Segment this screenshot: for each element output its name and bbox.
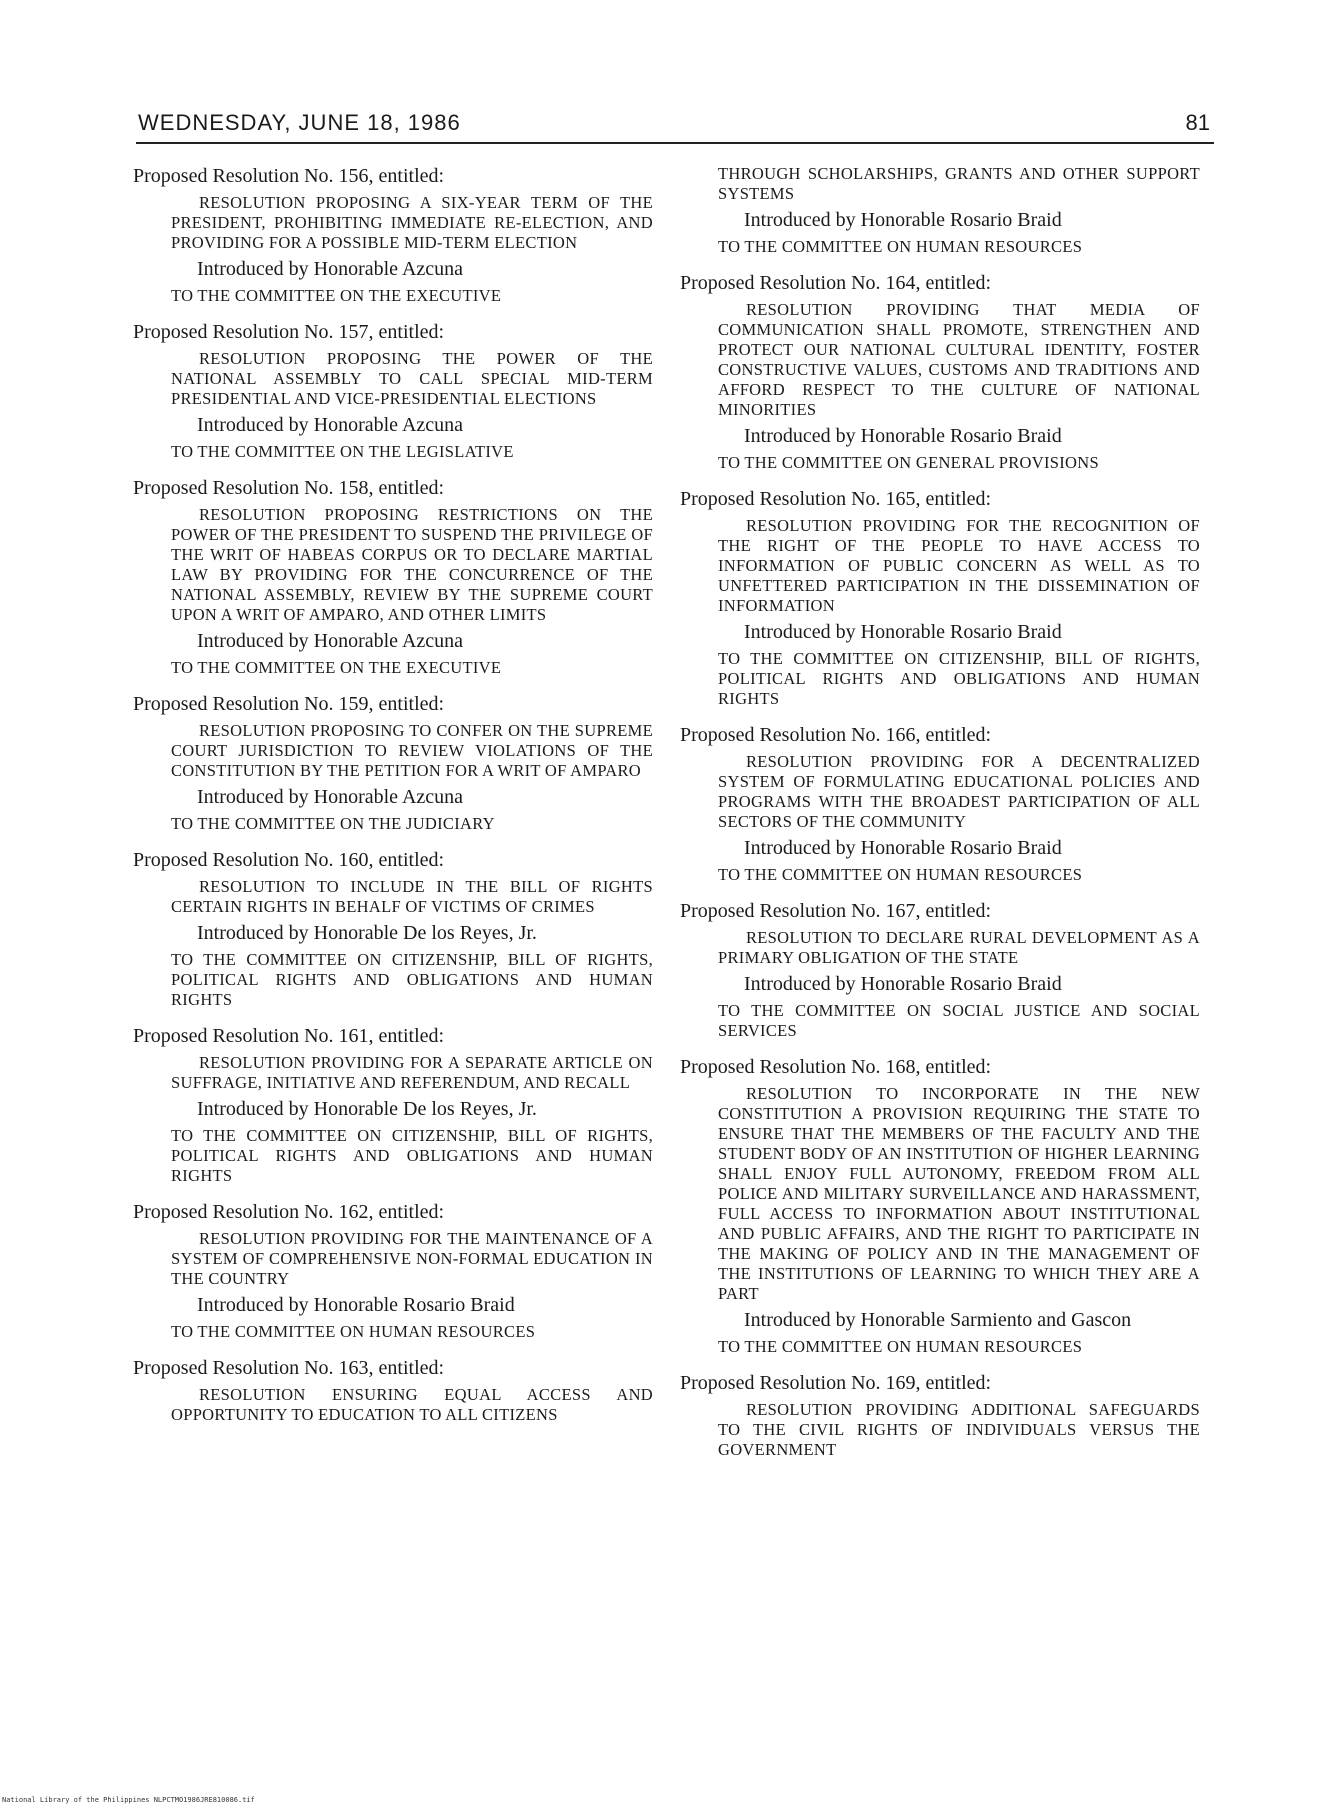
resolution-title: Proposed Resolution No. 160, entitled: bbox=[133, 849, 445, 871]
resolution-entry bbox=[680, 487, 1200, 709]
resolution-title: Proposed Resolution No. 168, entitled: bbox=[680, 1056, 992, 1078]
resolution-body: RESOLUTION PROPOSING THE POWER OF THE NATIONAL ASSEMBLY TO CALL SPECIAL MID-TERM PRESIDENTIAL AND VICE-PRESIDENTIAL ELECTIONS bbox=[171, 349, 653, 408]
resolution-title: Proposed Resolution No. 156, entitled: bbox=[133, 165, 445, 187]
resolution-entry bbox=[680, 1371, 1200, 1460]
resolution-entry bbox=[680, 723, 1200, 885]
resolution-title: Proposed Resolution No. 157, entitled: bbox=[133, 321, 445, 343]
introduced-by: Introduced by Honorable Azcuna bbox=[197, 630, 464, 652]
committee-referral: TO THE COMMITTEE ON HUMAN RESOURCES bbox=[718, 1337, 1083, 1356]
resolution-title: Proposed Resolution No. 159, entitled: bbox=[133, 693, 445, 715]
continued-body: THROUGH SCHOLARSHIPS, GRANTS AND OTHER SUPPORT SYSTEMS bbox=[718, 164, 1200, 203]
introduced-by: Introduced by Honorable De los Reyes, Jr. bbox=[197, 922, 537, 944]
resolution-entry bbox=[133, 1356, 653, 1425]
resolution-body: RESOLUTION PROPOSING A SIX-YEAR TERM OF THE PRESIDENT, PROHIBITING IMMEDIATE RE-ELECTION, AND PROVIDING FOR A POSSIBLE MID-TERM ELECTION bbox=[171, 193, 653, 252]
committee-referral: TO THE COMMITTEE ON THE LEGISLATIVE bbox=[171, 442, 514, 461]
committee-referral: TO THE COMMITTEE ON CITIZENSHIP, BILL OF RIGHTS, POLITICAL RIGHTS AND OBLIGATIONS AND HUMAN RIGHTS bbox=[718, 649, 1200, 708]
resolution-title: Proposed Resolution No. 158, entitled: bbox=[133, 477, 445, 499]
introduced-by: Introduced by Honorable Rosario Braid bbox=[744, 973, 1062, 995]
resolution-body: RESOLUTION PROVIDING ADDITIONAL SAFEGUARDS TO THE CIVIL RIGHTS OF INDIVIDUALS VERSUS THE GOVERNMENT bbox=[718, 1400, 1200, 1459]
resolution-entry bbox=[680, 1055, 1200, 1357]
resolution-title: Proposed Resolution No. 167, entitled: bbox=[680, 900, 992, 922]
resolution-entry bbox=[133, 1024, 653, 1186]
resolution-title: Proposed Resolution No. 164, entitled: bbox=[680, 272, 992, 294]
committee-referral: TO THE COMMITTEE ON HUMAN RESOURCES bbox=[171, 1322, 536, 1341]
introduced-by: Introduced by Honorable Azcuna bbox=[197, 414, 464, 436]
committee-referral: TO THE COMMITTEE ON THE JUDICIARY bbox=[171, 814, 495, 833]
resolution-title: Proposed Resolution No. 169, entitled: bbox=[680, 1372, 992, 1394]
committee-referral: TO THE COMMITTEE ON SOCIAL JUSTICE AND SOCIAL SERVICES bbox=[718, 1001, 1200, 1040]
resolution-body: RESOLUTION PROVIDING FOR A DECENTRALIZED SYSTEM OF FORMULATING EDUCATIONAL POLICIES AND PROGRAMS WITH THE BROADEST PARTICIPATION OF ALL SECTORS OF THE COMMUNITY bbox=[718, 752, 1200, 831]
resolution-title: Proposed Resolution No. 166, entitled: bbox=[680, 724, 992, 746]
introduced-by: Introduced by Honorable Rosario Braid bbox=[744, 837, 1062, 859]
resolution-entry bbox=[680, 271, 1200, 473]
resolution-title: Proposed Resolution No. 165, entitled: bbox=[680, 488, 992, 510]
resolution-title: Proposed Resolution No. 163, entitled: bbox=[133, 1357, 445, 1379]
resolution-body: RESOLUTION TO INCLUDE IN THE BILL OF RIGHTS CERTAIN RIGHTS IN BEHALF OF VICTIMS OF CRIMES bbox=[171, 877, 653, 916]
header-date: WEDNESDAY, JUNE 18, 1986 bbox=[138, 110, 461, 135]
introduced-by: Introduced by Honorable Rosario Braid bbox=[744, 425, 1062, 447]
left-column bbox=[133, 164, 653, 1439]
committee-referral: TO THE COMMITTEE ON THE EXECUTIVE bbox=[171, 286, 502, 305]
resolution-body: RESOLUTION TO INCORPORATE IN THE NEW CONSTITUTION A PROVISION REQUIRING THE STATE TO ENSURE THAT THE MEMBERS OF THE FACULTY AND THE STUDENT BODY OF AN INSTITUTION OF HIGHER LEARNING SHALL ENJOY FULL AUTONOMY, FREEDOM FROM ALL POLICE AND MILITARY SURVEILLANCE AND HARASSMENT, FULL ACCESS TO INFORMATION ABOUT INSTITUTIONAL AND PUBLIC AFFAIRS, AND THE RIGHT TO PARTICIPATE IN THE MAKING OF POLICY AND IN THE MANAGEMENT OF THE INSTITUTIONS OF LEARNING TO WHICH THEY ARE A PART bbox=[718, 1084, 1200, 1303]
resolution-body: RESOLUTION ENSURING EQUAL ACCESS AND OPPORTUNITY TO EDUCATION TO ALL CITIZENS bbox=[171, 1385, 653, 1424]
introduced-by: Introduced by Honorable Azcuna bbox=[197, 786, 464, 808]
resolution-body: RESOLUTION PROPOSING TO CONFER ON THE SUPREME COURT JURISDICTION TO REVIEW VIOLATIONS OF THE CONSTITUTION BY THE PETITION FOR A WRIT OF AMPARO bbox=[171, 721, 653, 780]
resolution-body: RESOLUTION PROVIDING FOR THE RECOGNITION OF THE RIGHT OF THE PEOPLE TO HAVE ACCESS TO INFORMATION OF PUBLIC CONCERN AS WELL AS TO UNFETTERED PARTICIPATION IN THE DISSEMINATION OF INFORMATION bbox=[718, 516, 1200, 615]
resolution-title: Proposed Resolution No. 161, entitled: bbox=[133, 1025, 445, 1047]
introduced-by: Introduced by Honorable Rosario Braid bbox=[744, 621, 1062, 643]
resolution-entry bbox=[133, 320, 653, 462]
resolution-body: RESOLUTION PROVIDING FOR THE MAINTENANCE OF A SYSTEM OF COMPREHENSIVE NON-FORMAL EDUCATION IN THE COUNTRY bbox=[171, 1229, 653, 1288]
committee-referral: TO THE COMMITTEE ON GENERAL PROVISIONS bbox=[718, 453, 1099, 472]
introduced-by: Introduced by Honorable Rosario Braid bbox=[744, 209, 1062, 231]
resolution-body: RESOLUTION PROVIDING THAT MEDIA OF COMMUNICATION SHALL PROMOTE, STRENGTHEN AND PROTECT OUR NATIONAL CULTURAL IDENTITY, FOSTER CONSTRUCTIVE VALUES, CUSTOMS AND TRADITIONS AND AFFORD RESPECT TO THE CULTURE OF NATIONAL MINORITIES bbox=[718, 300, 1200, 419]
resolution-entry bbox=[133, 1200, 653, 1342]
resolution-entry bbox=[680, 899, 1200, 1041]
resolution-body: RESOLUTION PROVIDING FOR A SEPARATE ARTICLE ON SUFFRAGE, INITIATIVE AND REFERENDUM, AND RECALL bbox=[171, 1053, 653, 1092]
scan-footer: National Library of the Philippines NLPCTMO1986JRE810086.tif bbox=[2, 1796, 255, 1804]
right-column bbox=[680, 164, 1200, 1474]
introduced-by: Introduced by Honorable Sarmiento and Gascon bbox=[744, 1309, 1132, 1331]
resolution-title: Proposed Resolution No. 162, entitled: bbox=[133, 1201, 445, 1223]
resolution-entry bbox=[133, 164, 653, 306]
resolution-entry bbox=[133, 848, 653, 1010]
page-number: 81 bbox=[1185, 110, 1210, 135]
introduced-by: Introduced by Honorable De los Reyes, Jr. bbox=[197, 1098, 537, 1120]
introduced-by: Introduced by Honorable Rosario Braid bbox=[197, 1294, 515, 1316]
introduced-by: Introduced by Honorable Azcuna bbox=[197, 258, 464, 280]
committee-referral: TO THE COMMITTEE ON HUMAN RESOURCES bbox=[718, 865, 1083, 884]
committee-referral: TO THE COMMITTEE ON THE EXECUTIVE bbox=[171, 658, 502, 677]
resolution-body: RESOLUTION TO DECLARE RURAL DEVELOPMENT AS A PRIMARY OBLIGATION OF THE STATE bbox=[718, 928, 1200, 967]
resolution-body: RESOLUTION PROPOSING RESTRICTIONS ON THE POWER OF THE PRESIDENT TO SUSPEND THE PRIVILEGE OF THE WRIT OF HABEAS CORPUS OR TO DECLARE MARTIAL LAW BY PROVIDING FOR THE CONCURRENCE OF THE NATIONAL ASSEMBLY, REVIEW BY THE SUPREME COURT UPON A WRIT OF AMPARO, AND OTHER LIMITS bbox=[171, 505, 653, 624]
resolution-entry bbox=[133, 692, 653, 834]
continued-entry bbox=[680, 164, 1200, 257]
page-header bbox=[136, 110, 1214, 144]
resolution-entry bbox=[133, 476, 653, 678]
committee-referral: TO THE COMMITTEE ON CITIZENSHIP, BILL OF RIGHTS, POLITICAL RIGHTS AND OBLIGATIONS AND HUMAN RIGHTS bbox=[171, 950, 653, 1009]
committee-referral: TO THE COMMITTEE ON HUMAN RESOURCES bbox=[718, 237, 1083, 256]
committee-referral: TO THE COMMITTEE ON CITIZENSHIP, BILL OF RIGHTS, POLITICAL RIGHTS AND OBLIGATIONS AND HUMAN RIGHTS bbox=[171, 1126, 653, 1185]
